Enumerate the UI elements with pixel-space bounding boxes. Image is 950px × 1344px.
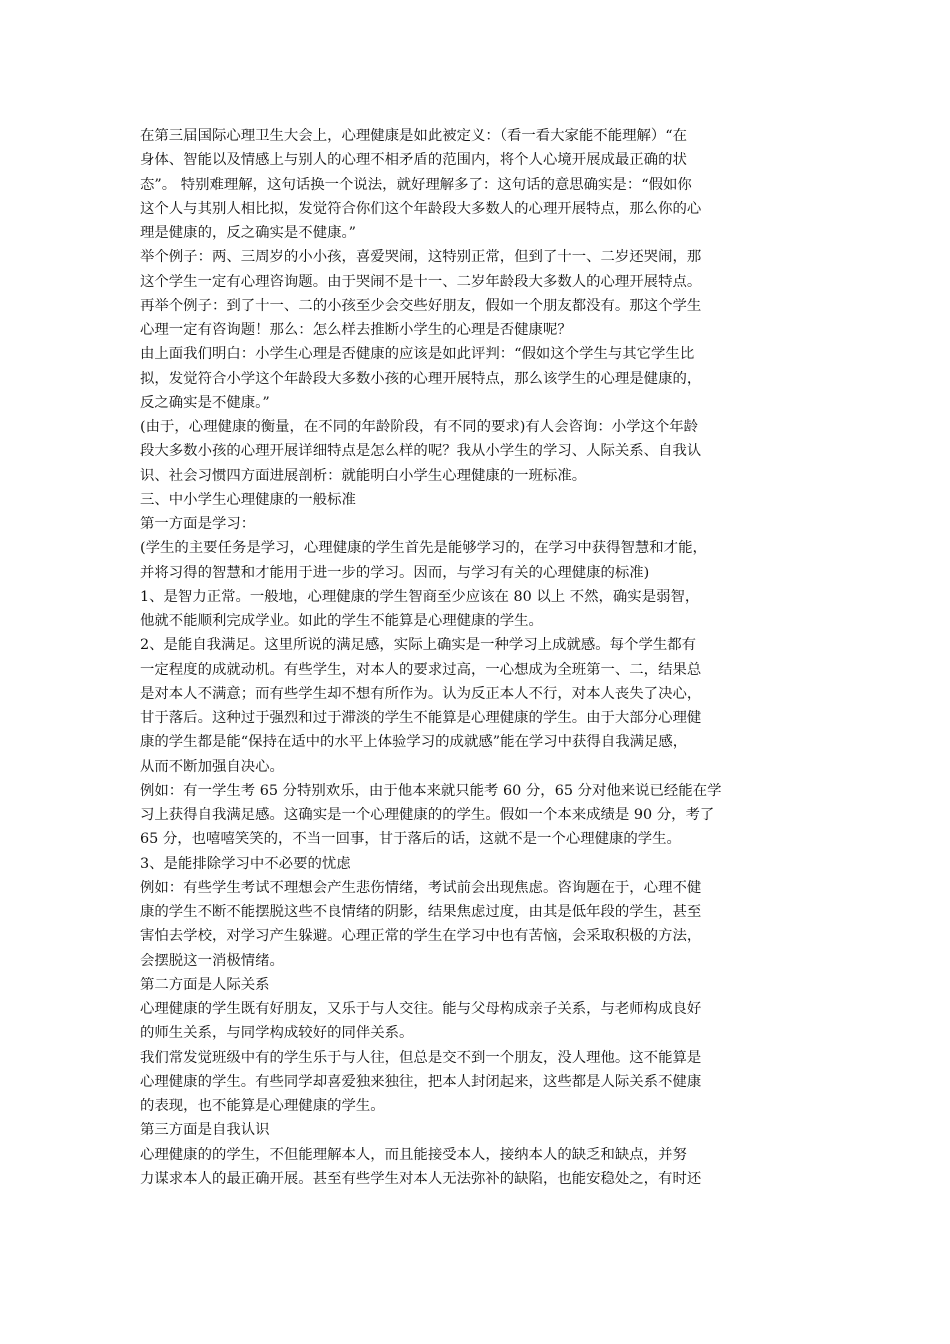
text-line: 他就不能顺利完成学业。如此的学生不能算是心理健康的学生。	[140, 613, 543, 629]
text-line: 在第三届国际心理卫生大会上，心理健康是如此被定义：（看一看大家能不能理解）“在	[140, 128, 688, 144]
text-line: (由于，心理健康的衡量，在不同的年龄阶段，有不同的要求)有人会咨询：小学这个年龄	[140, 419, 699, 435]
text-line: 1、是智力正常。一般地，心理健康的学生智商至少应该在 80 以上 不然，确实是弱智，	[140, 588, 700, 605]
text-line: 举个例子：两、三周岁的小小孩，喜爱哭闹，这特别正常，但到了十一、二岁还哭闹，那	[140, 249, 702, 266]
text-line: 65 分，也嘻嘻笑笑的，不当一回事，甘于落后的话，这就不是一个心理健康的学生。	[140, 831, 681, 848]
text-line: 从而不断加强自决心。	[140, 758, 284, 775]
text-line: 害怕去学校，对学习产生躲避。心理正常的学生在学习中也有苦恼，会采取积极的方法，	[140, 928, 702, 945]
text-line: 例如：有些学生考试不理想会产生悲伤情绪，考试前会出现焦虑。咨询题在于，心理不健	[140, 879, 702, 896]
text-line: 这个学生一定有心理咨询题。由于哭闹不是十一、二岁年龄段大多数人的心理开展特点。	[140, 273, 702, 290]
text-line: 的表现，也不能算是心理健康的学生。	[140, 1098, 385, 1114]
text-line: 是对本人不满意；而有些学生却不想有所作为。认为反正本人不行，对本人丧失了决心，	[140, 685, 702, 702]
text-line: 三、中小学生心理健康的一般标准	[140, 491, 356, 508]
text-line: 力谋求本人的最正确开展。甚至有些学生对本人无法弥补的缺陷，也能安稳处之，有时还	[140, 1170, 702, 1187]
text-line: 身体、智能以及情感上与别人的心理不相矛盾的范围内，将个人心境开展成最正确的状	[140, 152, 687, 169]
text-line: 再举个例子：到了十一、二的小孩至少会交些好朋友，假如一个朋友都没有。那这个学生	[140, 297, 702, 314]
text-line: 心理健康的学生既有好朋友，又乐于与人交往。能与父母构成亲子关系，与老师构成良好	[140, 1001, 702, 1017]
text-line: 并将习得的智慧和才能用于进一步的学习。因而，与学习有关的心理健康的标准)	[140, 564, 650, 581]
text-line: 习上获得自我满足感。这确实是一个心理健康的的学生。假如一个本来成绩是 90 分，考了	[140, 807, 715, 823]
text-line: 会摆脱这一消极情绪。	[140, 952, 284, 969]
text-line: 我们常发觉班级中有的学生乐于与人往，但总是交不到一个朋友，没人理他。这不能算是	[140, 1049, 702, 1066]
text-line: 第二方面是人际关系	[140, 976, 270, 993]
text-line: 康的学生都是能“保持在适中的水平上体验学习的成就感”能在学习中获得自我满足感，	[140, 734, 688, 751]
text-line: 识、社会习惯四方面进展剖析：就能明白小学生心理健康的一班标准。	[140, 467, 587, 484]
text-line: 反之确实是不健康。”	[140, 394, 270, 411]
text-line: 心理一定有咨询题！那么：怎么样去推断小学生的心理是否健康呢？	[140, 322, 572, 338]
text-line: 的师生关系，与同学构成较好的同伴关系。	[140, 1025, 414, 1042]
text-line: 这个人与其别人相比拟，发觉符合你们这个年龄段大多数人的心理开展特点，那么你的心	[140, 200, 702, 217]
text-line: 第三方面是自我认识	[140, 1122, 270, 1139]
text-line: (学生的主要任务是学习，心理健康的学生首先是能够学习的，在学习中获得智慧和才能，	[140, 540, 707, 557]
document-page	[140, 124, 830, 1191]
text-line: 心理健康的的学生，不但能理解本人，而且能接受本人，接纳本人的缺乏和缺点，并努	[140, 1146, 687, 1163]
text-line: 例如：有一学生考 65 分特别欢乐，由于他本来就只能考 60 分，65 分对他来说已经能在学	[140, 782, 722, 799]
text-line: 2、是能自我满足。这里所说的满足感，实际上确实是一种学习上成就感。每个学生都有	[140, 637, 697, 654]
text-line: 一定程度的成就动机。有些学生，对本人的要求过高，一心想成为全班第一、二，结果总	[140, 661, 702, 678]
text-line: 3、是能排除学习中不必要的忧虑	[140, 855, 351, 872]
text-line: 康的学生不断不能摆脱这些不良情绪的阴影，结果焦虑过度，由其是低年段的学生，甚至	[140, 904, 702, 920]
text-line: 甘于落后。这种过于强烈和过于滞淡的学生不能算是心理健康的学生。由于大部分心理健	[140, 710, 702, 726]
text-line: 段大多数小孩的心理开展详细特点是怎么样的呢？我从小学生的学习、人际关系、自我认	[140, 443, 702, 460]
text-line: 心理健康的学生。有些同学却喜爱独来独往，把本人封闭起来，这些都是人际关系不健康	[140, 1073, 702, 1090]
text-line: 第一方面是学习：	[140, 516, 256, 532]
text-line: 理是健康的，反之确实是不健康。”	[140, 225, 357, 241]
text-line: 态”。 特别难理解，这句话换一个说法，就好理解多了：这句话的意思确实是：“假如你	[140, 176, 692, 193]
text-line: 由上面我们明白：小学生心理是否健康的应该是如此评判：“假如这个学生与其它学生比	[140, 346, 695, 363]
text-line: 拟，发觉符合小学这个年龄段大多数小孩的心理开展特点，那么该学生的心理是健康的，	[140, 370, 702, 387]
